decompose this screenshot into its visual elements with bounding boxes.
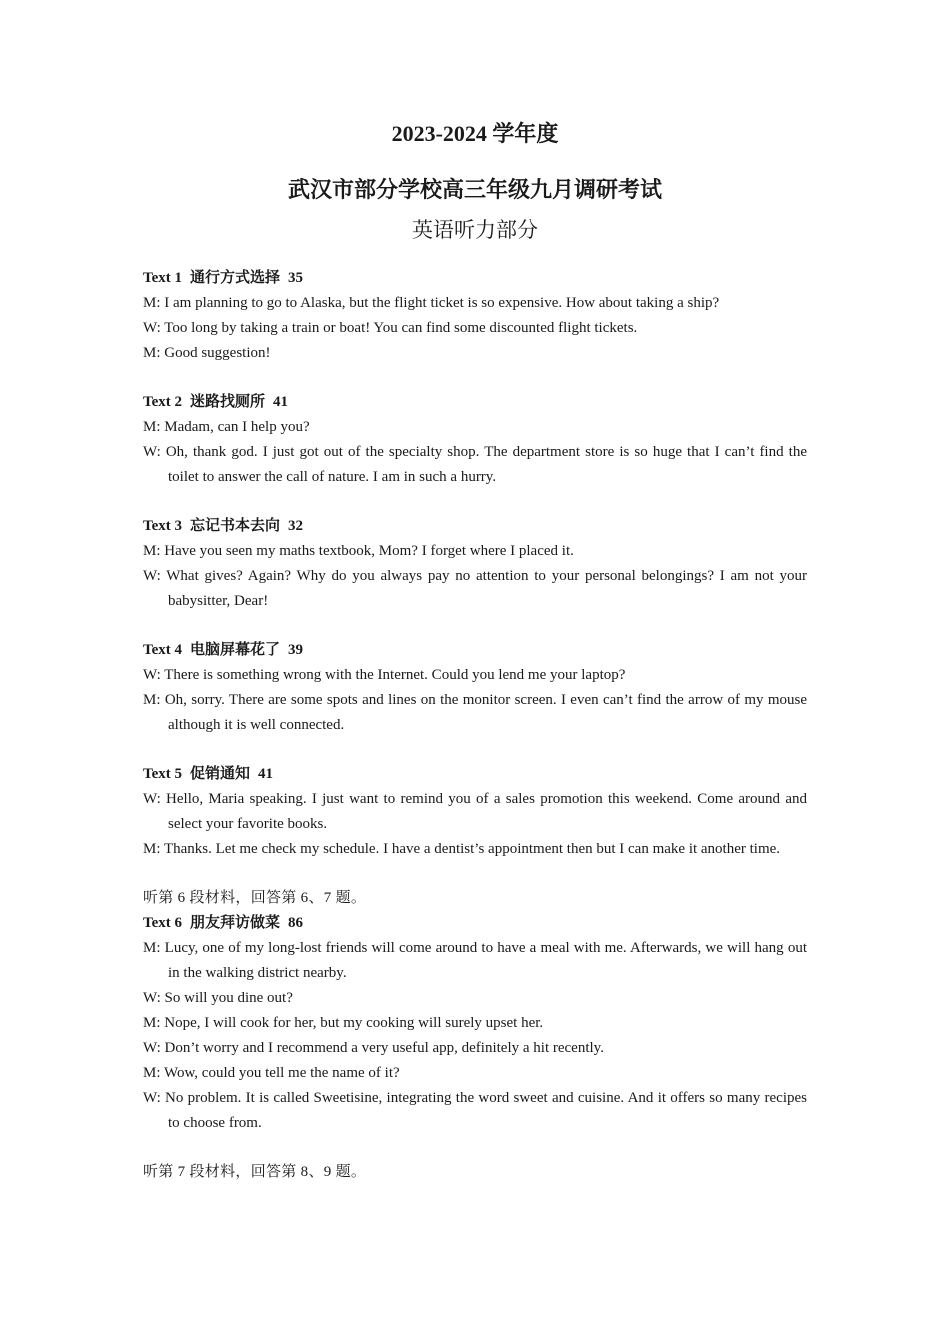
text-topic: 忘记书本去向 (190, 518, 281, 534)
text-heading (143, 390, 807, 415)
text-section-4 (143, 638, 807, 738)
text-label: Text 1 (143, 270, 183, 286)
text-label: Text 3 (143, 518, 183, 534)
text-score: 41 (258, 766, 274, 782)
text-label: Text 6 (143, 915, 183, 931)
dialogue-line: W: So will you dine out? (143, 990, 293, 1006)
text-heading (143, 266, 807, 291)
dialogue-line: W: Hello, Maria speaking. I just want to remind you of a sales promotion this weekend. Come around and select your favorite books. (143, 791, 807, 832)
text-score: 32 (288, 518, 304, 534)
dialogue-line: M: Madam, can I help you? (143, 419, 310, 435)
exam-subtitle: 英语听力部分 (412, 218, 538, 242)
text-score: 86 (288, 915, 304, 931)
exam-year: 2023-2024 学年度 (391, 121, 559, 146)
dialogue-line: M: Nope, I will cook for her, but my cooking will surely upset her. (143, 1015, 544, 1031)
instruction-note: 听第 7 段材料，回答第 8、9 题。 (143, 1164, 367, 1180)
dialogue-line: M: Good suggestion! (143, 345, 271, 361)
dialogue-line: W: No problem. It is called Sweetisine, integrating the word sweet and cuisine. And it offers so many recipes to choose from. (143, 1090, 807, 1131)
text-heading (143, 638, 807, 663)
text-heading (143, 514, 807, 539)
text-section-1 (143, 266, 807, 366)
text-label: Text 5 (143, 766, 183, 782)
text-section-2 (143, 390, 807, 490)
dialogue-line: W: There is something wrong with the Internet. Could you lend me your laptop? (143, 667, 626, 683)
text-score: 35 (288, 270, 304, 286)
text-topic: 电脑屏幕花了 (190, 642, 281, 658)
dialogue-line: M: Oh, sorry. There are some spots and lines on the monitor screen. I even can’t find the arrow of my mouse although it is well connected. (143, 692, 807, 733)
dialogue-line: W: Oh, thank god. I just got out of the specialty shop. The department store is so huge that I can’t find the toilet to answer the call of nature. I am in such a hurry. (143, 444, 807, 485)
text-heading (143, 762, 807, 787)
text-section-6 (143, 886, 807, 1136)
dialogue-line: M: Have you seen my maths textbook, Mom? I forget where I placed it. (143, 543, 574, 559)
text-topic: 朋友拜访做菜 (190, 915, 281, 931)
instruction-note: 听第 6 段材料，回答第 6、7 题。 (143, 890, 367, 906)
dialogue-line: M: I am planning to go to Alaska, but the flight ticket is so expensive. How about taking a ship? (143, 295, 720, 311)
text-topic: 促销通知 (190, 766, 251, 782)
dialogue-line: W: Don’t worry and I recommend a very useful app, definitely a hit recently. (143, 1040, 604, 1056)
text-section-3 (143, 514, 807, 614)
text-topic: 通行方式选择 (190, 270, 281, 286)
text-score: 39 (288, 642, 304, 658)
dialogue-line: M: Lucy, one of my long-lost friends will come around to have a meal with me. Afterwards, we will hang out in the walking district nearby. (143, 940, 807, 981)
dialogue-line: M: Wow, could you tell me the name of it? (143, 1065, 400, 1081)
text-section-5 (143, 762, 807, 862)
text-topic: 迷路找厕所 (190, 394, 266, 410)
exam-title: 武汉市部分学校高三年级九月调研考试 (287, 177, 662, 202)
text-heading (143, 911, 807, 936)
text-label: Text 2 (143, 394, 183, 410)
dialogue-line: W: Too long by taking a train or boat! You can find some discounted flight tickets. (143, 320, 638, 336)
text-score: 41 (273, 394, 289, 410)
dialogue-line: M: Thanks. Let me check my schedule. I have a dentist’s appointment then but I can make it another time. (143, 841, 781, 857)
dialogue-line: W: What gives? Again? Why do you always pay no attention to your personal belongings? I am not your babysitter, Dear! (143, 568, 807, 609)
text-label: Text 4 (143, 642, 183, 658)
transcript-content (143, 266, 807, 1185)
